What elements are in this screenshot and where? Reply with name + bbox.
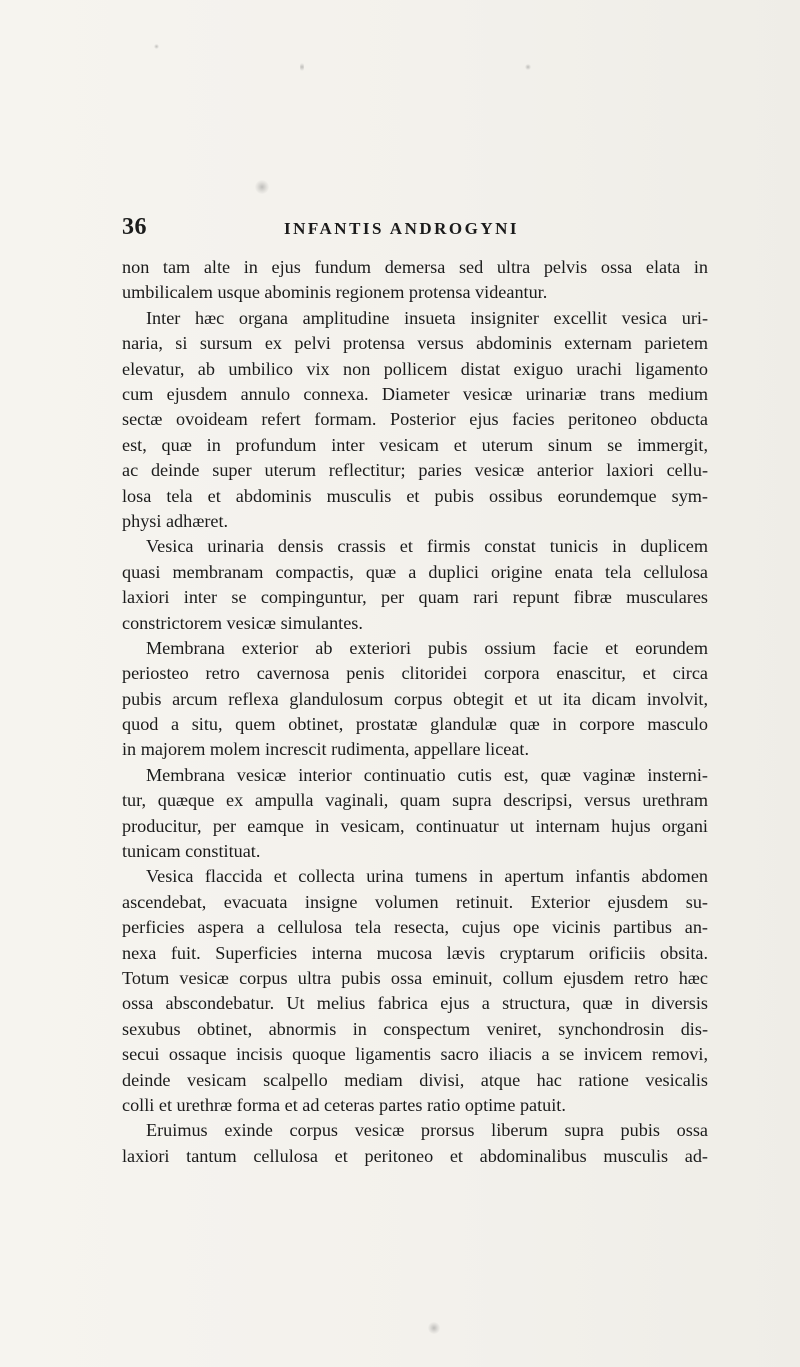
text-line: perficies aspera a cellulosa tela resecta, cujus ope vicinis partibus an- (122, 917, 708, 938)
text-line: umbilicalem usque abominis regionem protensa videantur. (122, 282, 548, 303)
page-header (122, 214, 708, 244)
ink-smudge (300, 62, 304, 72)
text-line: Membrana vesicæ interior continuatio cutis est, quæ vaginæ insterni- (146, 764, 708, 785)
text-line: cum ejusdem annulo connexa. Diameter vesicæ urinariæ trans medium (122, 383, 708, 404)
text-line: non tam alte in ejus fundum demersa sed ultra pelvis ossa elata in (122, 257, 708, 277)
text-line: quasi membranam compactis, quæ a duplici origine enata tela cellulosa (122, 561, 708, 582)
text-line: est, quæ in profundum inter vesicam et uterum sinum se immergit, (122, 434, 708, 455)
ink-smudge (525, 64, 531, 70)
text-line: colli et urethræ forma et ad ceteras partes ratio optime patuit. (122, 1094, 566, 1115)
text-line: losa tela et abdominis musculis et pubis ossibus eorundemque sym- (122, 485, 708, 506)
page-number: 36 (122, 214, 147, 240)
text-line: periosteo retro cavernosa penis clitoridei corpora enascitur, et circa (122, 663, 708, 684)
text-line: pubis arcum reflexa glandulosum corpus obtegit et ut ita dicam involvit, (122, 688, 708, 709)
text-line: quod a situ, quem obtinet, prostatæ glandulæ quæ in corpore masculo (122, 714, 708, 735)
text-line: Eruimus exinde corpus vesicæ prorsus liberum supra pubis ossa (146, 1120, 708, 1141)
text-line: Membrana exterior ab exteriori pubis ossium facie et eorundem (146, 637, 708, 658)
text-line: Totum vesicæ corpus ultra pubis ossa eminuit, collum ejusdem retro hæc (122, 968, 708, 989)
text-line: naria, si sursum ex pelvi protensa versus abdominis externam parietem (122, 333, 708, 354)
text-line: laxiori inter se compinguntur, per quam rari repunt fibræ musculares (122, 587, 708, 608)
text-line: ossa abscondebatur. Ut melius fabrica ejus a structura, quæ in diversis (122, 993, 708, 1014)
text-line: ac deinde super uterum reflectitur; paries vesicæ anterior laxiori cellu- (122, 460, 708, 481)
text-line: deinde vesicam scalpello mediam divisi, atque hac ratione vesicalis (122, 1069, 708, 1090)
text-line: tunicam constituat. (122, 841, 261, 862)
ink-smudge (154, 44, 159, 49)
text-line: nexa fuit. Superficies interna mucosa lævis cryptarum orificiis obsita. (122, 942, 708, 963)
text-line: laxiori tantum cellulosa et peritoneo et abdominalibus musculis ad- (122, 1145, 708, 1166)
ink-smudge (255, 180, 269, 194)
ink-smudge (428, 1322, 440, 1334)
text-line: ascendebat, evacuata insigne volumen retinuit. Exterior ejusdem su- (122, 891, 708, 912)
text-line: constrictorem vesicæ simulantes. (122, 612, 363, 633)
text-line: secui ossaque incisis quoque ligamentis sacro iliacis a se invicem removi, (122, 1044, 708, 1065)
text-line: physi adhæret. (122, 510, 229, 531)
text-line: tur, quæque ex ampulla vaginali, quam supra descripsi, versus urethram (122, 790, 708, 811)
text-line: Vesica flaccida et collecta urina tumens in apertum infantis abdomen (146, 866, 708, 887)
running-title: INFANTIS ANDROGYNI (284, 219, 520, 238)
text-line: Vesica urinaria densis crassis et firmis constat tunicis in duplicem (146, 536, 708, 557)
text-line: sexubus obtinet, abnormis in conspectum veniret, synchondrosin dis- (122, 1018, 708, 1039)
text-line: elevatur, ab umbilico vix non pollicem distat exiguo urachi ligamento (122, 358, 708, 379)
text-line: in majorem molem increscit rudimenta, appellare liceat. (122, 739, 530, 760)
body-text (122, 255, 708, 1169)
text-line: producitur, per eamque in vesicam, continuatur ut internam hujus organi (122, 815, 708, 836)
text-line: sectæ ovoideam refert formam. Posterior ejus facies peritoneo obducta (122, 409, 708, 430)
text-line: Inter hæc organa amplitudine insueta insigniter excellit vesica uri- (146, 307, 708, 328)
